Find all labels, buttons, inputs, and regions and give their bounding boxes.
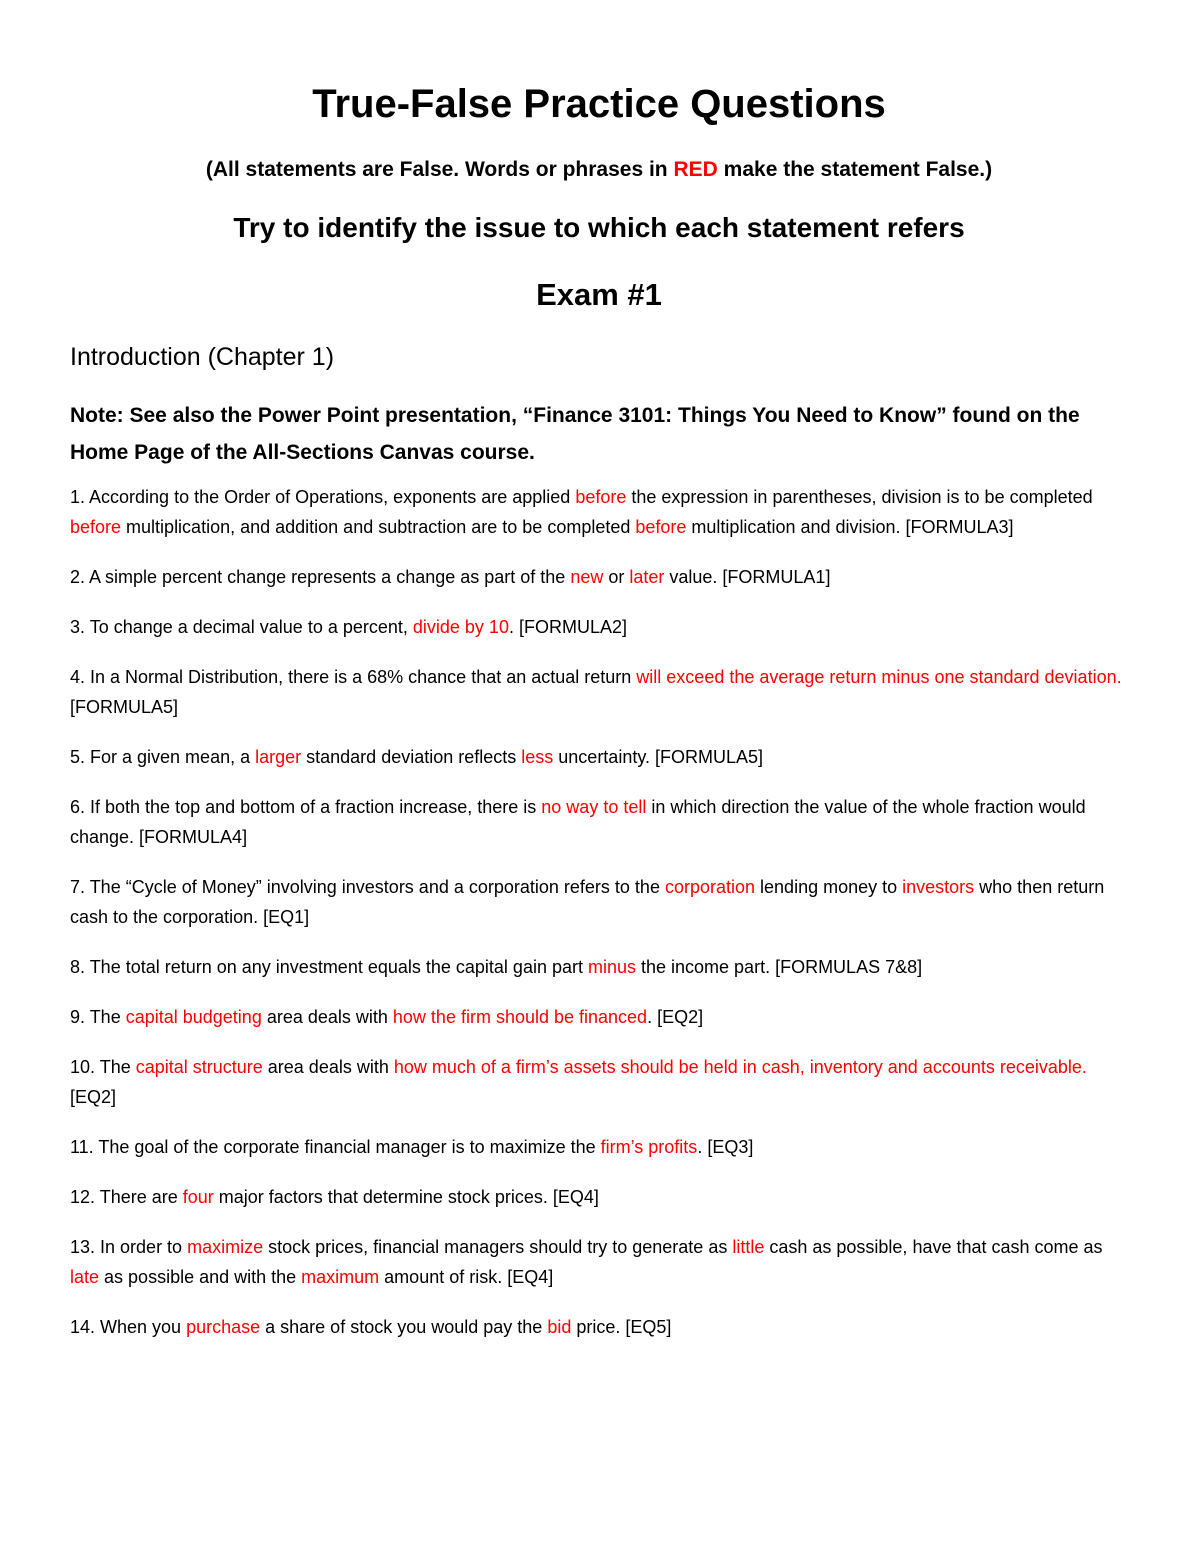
instructions-text-before: (All statements are False. Words or phrases in — [205, 158, 674, 181]
question-text: amount of risk. [EQ4] — [379, 1267, 554, 1287]
question-item — [70, 562, 1128, 592]
false-phrase: before — [575, 487, 627, 507]
question-text: . [EQ3] — [697, 1137, 754, 1157]
question-text: area deals with — [262, 1057, 394, 1077]
question-text: stock prices, financial managers should try to generate as — [263, 1237, 733, 1257]
question-text: uncertainty. [FORMULA5] — [553, 747, 764, 767]
question-text: . [FORMULA2] — [508, 617, 627, 637]
false-phrase: later — [629, 567, 665, 587]
question-text: major factors that determine stock prices. [EQ4] — [213, 1187, 599, 1207]
false-phrase: corporation — [664, 877, 756, 897]
false-phrase: capital structure — [135, 1057, 263, 1077]
question-text: area deals with — [261, 1007, 393, 1027]
question-text: 14. When you — [70, 1317, 187, 1337]
question-text: who then return cash to the corporation. [EQ1] — [70, 877, 1105, 927]
question-text: the expression in parentheses, division is to be completed — [626, 487, 1093, 507]
false-phrase: maximize — [187, 1237, 264, 1257]
question-text: . [EQ2] — [647, 1007, 704, 1027]
question-text: a share of stock you would pay the — [260, 1317, 548, 1337]
note-paragraph: Note: See also the Power Point presentation, “Finance 3101: Things You Need to Know” found on the Home Page of the All-Sections Canvas course. — [70, 404, 1080, 464]
false-phrase: larger — [255, 747, 302, 767]
false-phrase: how much of a firm’s assets should be held in cash, inventory and accounts receivable. — [393, 1057, 1087, 1077]
question-text: 5. For a given mean, a — [70, 747, 256, 767]
false-phrase: before — [70, 517, 122, 537]
question-text: 12. There are — [70, 1187, 183, 1207]
question-item — [70, 1232, 1128, 1292]
false-phrase: how the firm should be financed — [392, 1007, 648, 1027]
question-text: or — [603, 567, 630, 587]
subheading: Try to identify the issue to which each statement refers — [233, 212, 965, 243]
exam-heading: Exam #1 — [536, 277, 662, 312]
false-phrase: bid — [547, 1317, 572, 1337]
instructions-line — [70, 155, 1128, 185]
false-phrase: will exceed the average return minus one standard deviation. — [636, 667, 1122, 687]
false-phrase: new — [570, 567, 604, 587]
false-phrase: purchase — [186, 1317, 261, 1337]
question-item — [70, 952, 1128, 982]
question-item — [70, 792, 1128, 852]
section-heading: Introduction (Chapter 1) — [70, 343, 335, 371]
instructions-text-after: make the statement False.) — [717, 158, 993, 181]
question-text: 8. The total return on any investment equals the capital gain part — [70, 957, 588, 977]
question-text: 11. The goal of the corporate financial manager is to maximize the — [70, 1137, 601, 1157]
instructions-red-word: RED — [673, 158, 718, 181]
question-text: cash as possible, have that cash come as — [764, 1237, 1103, 1257]
question-list — [70, 482, 1128, 1342]
question-item — [70, 1312, 1128, 1342]
question-text: multiplication, and addition and subtraction are to be completed — [121, 517, 636, 537]
false-phrase: divide by 10 — [412, 617, 509, 637]
question-text: 10. The — [70, 1057, 136, 1077]
question-text: 13. In order to — [70, 1237, 188, 1257]
question-text: [EQ2] — [70, 1087, 117, 1107]
question-text: 1. According to the Order of Operations, exponents are applied — [70, 487, 576, 507]
false-phrase: late — [70, 1267, 100, 1287]
question-text: as possible and with the — [99, 1267, 302, 1287]
question-text: 2. A simple percent change represents a change as part of the — [70, 567, 571, 587]
question-text: 7. The “Cycle of Money” involving investors and a corporation refers to the — [70, 877, 665, 897]
question-item — [70, 482, 1128, 542]
question-text: 6. If both the top and bottom of a fraction increase, there is — [70, 797, 542, 817]
question-text: multiplication and division. [FORMULA3] — [686, 517, 1014, 537]
question-text: [FORMULA5] — [70, 697, 179, 717]
false-phrase: less — [521, 747, 554, 767]
question-item — [70, 1052, 1128, 1112]
false-phrase: maximum — [301, 1267, 380, 1287]
question-text: 9. The — [70, 1007, 126, 1027]
question-text: in which direction the value of the whole fraction would change. [FORMULA4] — [70, 797, 1086, 847]
question-text: the income part. [FORMULAS 7&8] — [636, 957, 923, 977]
false-phrase: minus — [587, 957, 636, 977]
question-text: 4. In a Normal Distribution, there is a 68% chance that an actual return — [70, 667, 637, 687]
question-text: price. [EQ5] — [571, 1317, 672, 1337]
question-item — [70, 1132, 1128, 1162]
question-text: standard deviation reflects — [301, 747, 522, 767]
false-phrase: capital budgeting — [125, 1007, 262, 1027]
question-item — [70, 612, 1128, 642]
document-title: True-False Practice Questions — [312, 82, 886, 126]
question-text: lending money to — [755, 877, 903, 897]
question-item — [70, 662, 1128, 722]
false-phrase: before — [635, 517, 687, 537]
false-phrase: firm’s profits — [600, 1137, 698, 1157]
false-phrase: four — [182, 1187, 214, 1207]
false-phrase: no way to tell — [541, 797, 647, 817]
question-item — [70, 742, 1128, 772]
false-phrase: little — [732, 1237, 765, 1257]
question-text: value. [FORMULA1] — [664, 567, 831, 587]
question-item — [70, 1002, 1128, 1032]
question-text: 3. To change a decimal value to a percent, — [70, 617, 413, 637]
false-phrase: investors — [902, 877, 975, 897]
question-item — [70, 872, 1128, 932]
question-item — [70, 1182, 1128, 1212]
